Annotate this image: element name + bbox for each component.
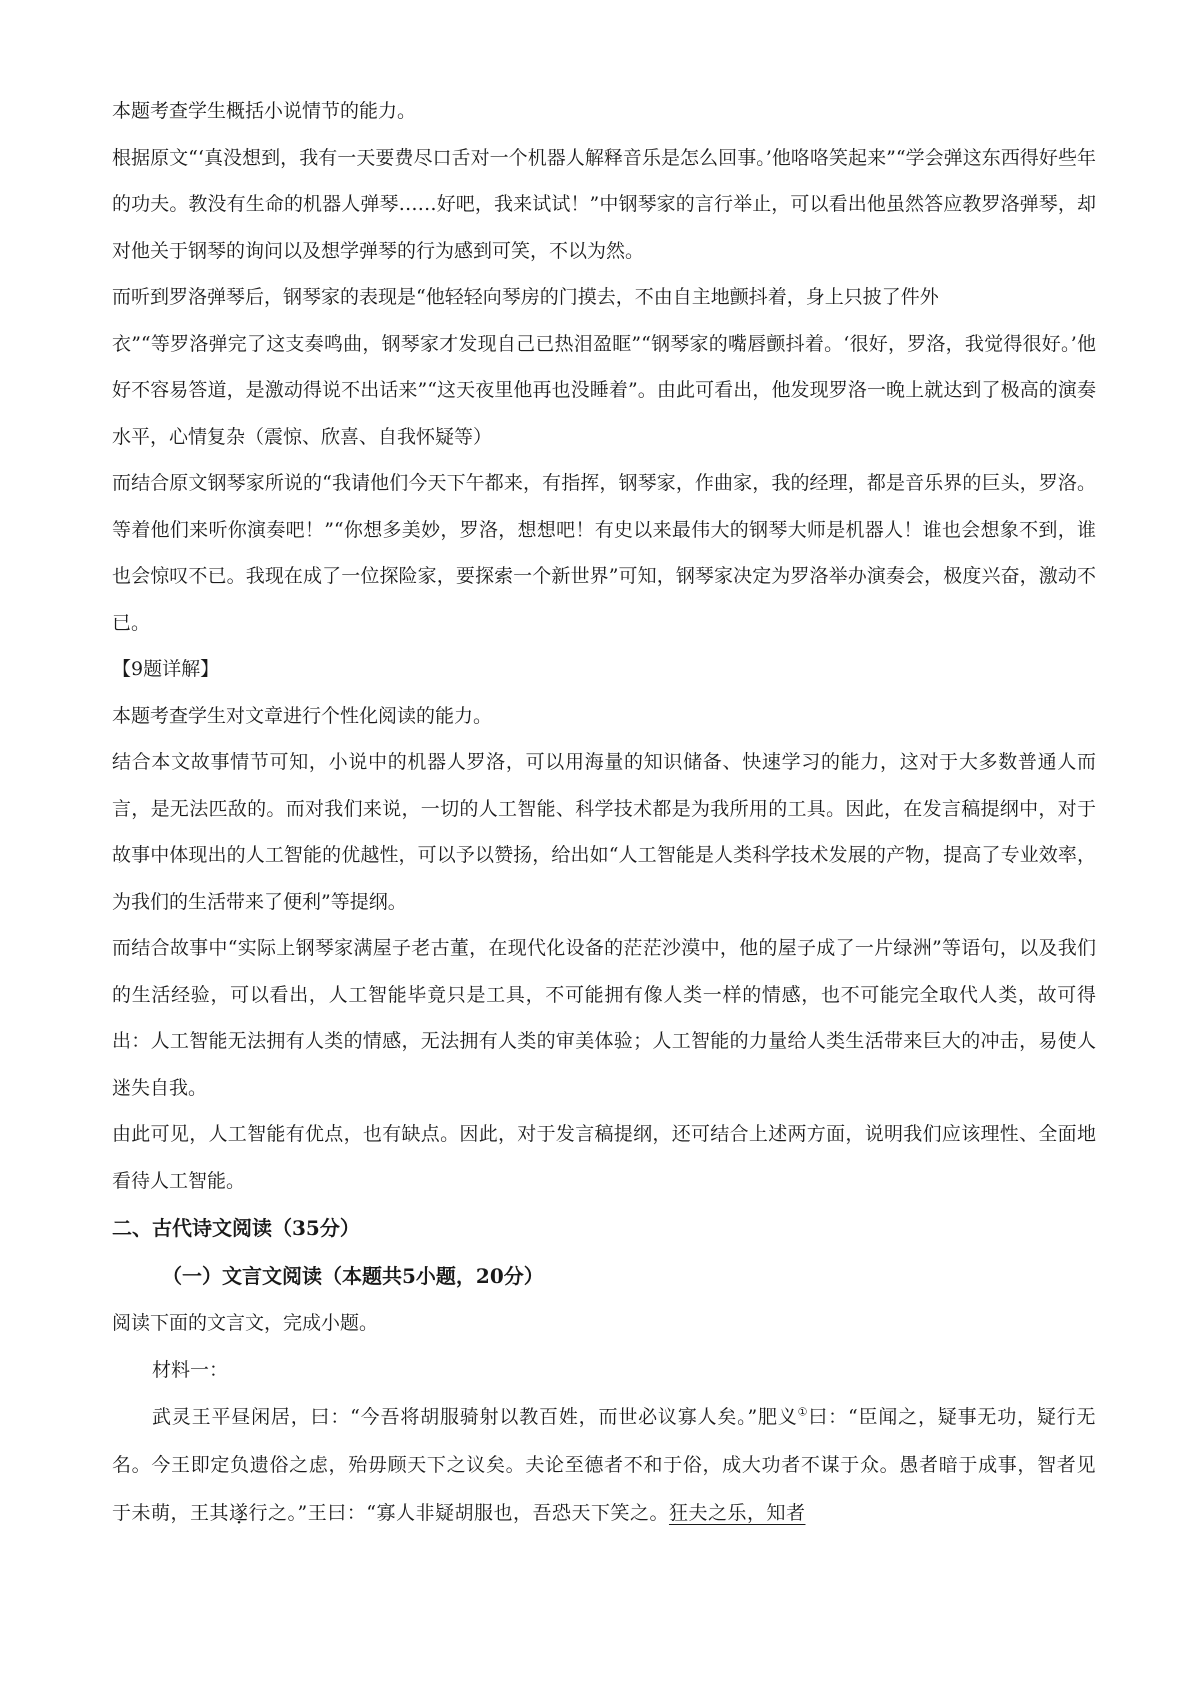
paragraph-analysis-2a: 而听到罗洛弹琴后，钢琴家的表现是“他轻轻向琴房的门摸去，不由自主地颤抖着，身上只披了件外: [112, 286, 939, 308]
passage-part-c: 遂行之。”王曰：“寡人非疑胡服也，吾恐天下笑之。: [229, 1502, 669, 1524]
document-page: [112, 88, 1096, 1537]
classical-passage: [112, 1393, 1096, 1537]
material-label: 材料一：: [152, 1358, 229, 1381]
passage-part-b: 曰：“臣闻之，疑事无功，疑行无名。今王即定负遗俗之虑，殆毋顾天下之议矣。夫论至德者不和于俗，成大功者不谋于众。愚者暗于成事，智者见于未萌，王: [112, 1406, 1096, 1524]
underlined-phrase: 狂夫之乐，知者: [668, 1502, 806, 1524]
footnote-marker: ①: [797, 1405, 809, 1419]
question-9-para-2: 而结合故事中“实际上钢琴家满屋子老古董，在现代化设备的茫茫沙漠中，他的屋子成了一片绿洲”等语句，以及我们的生活经验，可以看出，人工智能毕竟只是工具，不可能拥有像人类一样的情感，也不可能完全取代人类，故可得出：人工智能无法拥有人类的情感，无法拥有人类的审美体验；人工智能的力量给人类生活带来巨大的冲击，易使人迷失自我。: [112, 937, 1096, 1099]
section-title: 二、古代诗文阅读（35分）: [112, 1216, 360, 1240]
section-subtitle: （一）文言文阅读（本题共5小题，20分）: [162, 1264, 544, 1288]
reading-instruction: 阅读下面的文言文，完成小题。: [112, 1312, 379, 1334]
question-9-para-3: 由此可见，人工智能有优点，也有缺点。因此，对于发言稿提纲，还可结合上述两方面，说明我们应该理性、全面地看待人工智能。: [112, 1123, 1096, 1192]
paragraph-analysis-3: 而结合原文钢琴家所说的“我请他们今天下午都来，有指挥，钢琴家，作曲家，我的经理，都是音乐界的巨头，罗洛。等着他们来听你演奏吧！”“你想多美妙，罗洛，想想吧！有史以来最伟大的钢琴大师是机器人！谁也会想象不到，谁也会惊叹不已。我现在成了一位探险家，要探索一个新世界”可知，钢琴家决定为罗洛举办演奏会，极度兴奋，激动不已。: [112, 472, 1096, 634]
question-9-heading: 【9题详解】: [112, 658, 220, 680]
paragraph-intro: 本题考查学生概括小说情节的能力。: [112, 100, 417, 122]
passage-part-a: 武灵王平昼闲居，曰：“今吾将胡服骑射以教百姓，而世必议寡人矣。”肥义: [152, 1406, 798, 1428]
question-9-intro: 本题考查学生对文章进行个性化阅读的能力。: [112, 704, 493, 727]
paragraph-analysis-2b: 衣”“等罗洛弹完了这支奏鸣曲，钢琴家才发现自己已热泪盈眶”“钢琴家的嘴唇颤抖着。‘很好，罗洛，我觉得很好。’他好不容易答道，是激动得说不出话来”“这天夜里他再也没睡着”。由此可看出，他发现罗洛一晚上就达到了极高的演奏水平，心情复杂（震惊、欣喜、自我怀疑等）: [112, 332, 1096, 448]
paragraph-analysis-1: 根据原文“‘真没想到，我有一天要费尽口舌对一个机器人解释音乐是怎么回事。’他咯咯笑起来”“学会弹这东西得好些年的功夫。教没有生命的机器人弹琴……好吧，我来试试！”中钢琴家的言行举止，可以看出他虽然答应教罗洛弹琴，却对他关于钢琴的询问以及想学弹琴的行为感到可笑，不以为然。: [112, 146, 1096, 262]
question-9-para-1: 结合本文故事情节可知，小说中的机器人罗洛，可以用海量的知识储备、快速学习的能力，这对于大多数普通人而言，是无法匹敌的。而对我们来说，一切的人工智能、科学技术都是为我所用的工具。因此，在发言稿提纲中，对于故事中体现出的人工智能的优越性，可以予以赞扬，给出如“人工智能是人类科学技术发展的产物，提高了专业效率，为我们的生活带来了便利”等提纲。: [112, 751, 1096, 913]
emphasis-dot-char: 其: [209, 1502, 230, 1524]
